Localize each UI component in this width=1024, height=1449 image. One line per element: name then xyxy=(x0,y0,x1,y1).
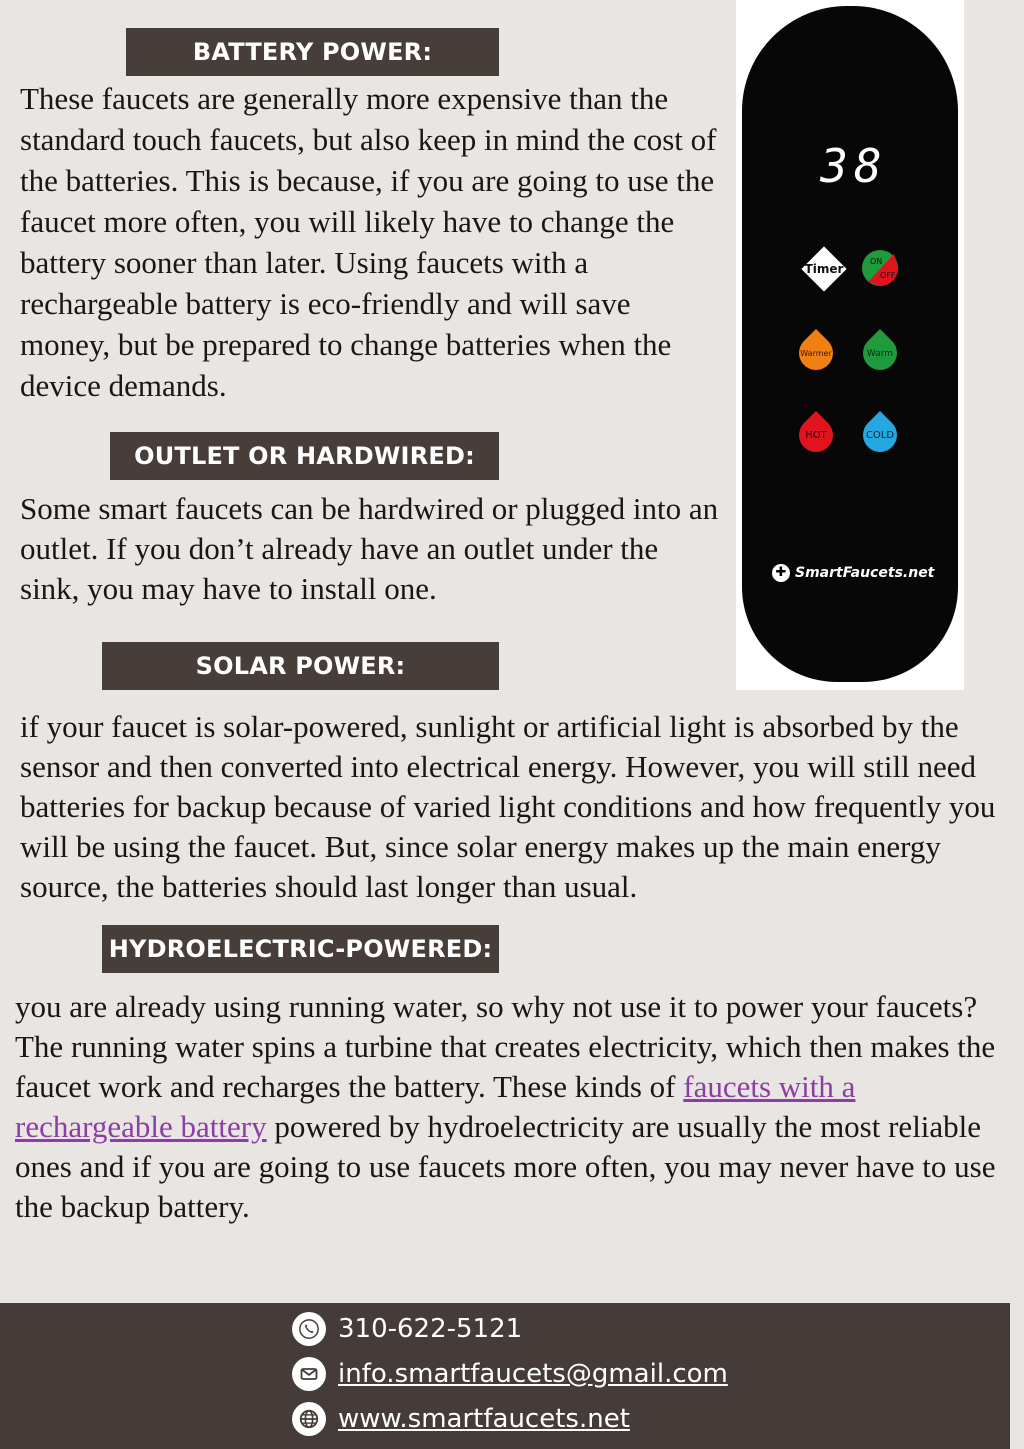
temperature-display: 38 xyxy=(820,139,888,193)
email-link[interactable]: info.smartfaucets@gmail.com xyxy=(338,1359,728,1389)
battery-power-heading: BATTERY POWER: xyxy=(126,28,499,76)
globe-icon xyxy=(292,1402,326,1436)
warmer-label: Warmer xyxy=(800,349,832,358)
hot-label: HOT xyxy=(805,430,827,441)
solar-power-text: if your faucet is solar-powered, sunlight or artificial light is absorbed by the sensor and then converted into electrical energy. However, you will still need batteries for backup because of varied light conditions and how frequently you will be using the faucet. But, since solar energy makes up the main energy source, the batteries should last longer than usual. xyxy=(20,709,996,904)
outlet-hardwired-heading: OUTLET OR HARDWIRED: xyxy=(110,432,499,480)
hydroelectric-text-start: you are already using running water, so why not use it to power your faucets? The running water spins a turbine that creates electricity, which then makes the faucet work and recharges the battery. These kinds of xyxy=(15,989,996,1104)
faucet-logo-icon: ✚ xyxy=(772,564,790,582)
outlet-hardwired-text: Some smart faucets can be hardwired or plugged into an outlet. If you don’t already have an outlet under the sink, you may have to install one. xyxy=(20,491,719,606)
website-link[interactable]: www.smartfaucets.net xyxy=(338,1404,630,1434)
hydroelectric-text-end: powered by hydroelectricity are usually the most reliable ones and if you are going to use faucets more often, you may never have to use the backup battery. xyxy=(15,1109,996,1224)
warm-label: Warm xyxy=(866,349,894,359)
on-label: ON xyxy=(870,257,883,266)
mail-icon xyxy=(292,1357,326,1391)
cold-label: COLD xyxy=(865,430,895,441)
email-row xyxy=(292,1356,728,1392)
contact-footer xyxy=(0,1303,1010,1449)
battery-power-text: These faucets are generally more expensive than the standard touch faucets, but also keep in mind the cost of the batteries. This is because, if you are going to use the faucet more often, you will likely have to change the battery sooner than later. Using faucets with a rechargeable battery is eco-friendly and will save money, but be prepared to change batteries when the device demands. xyxy=(20,81,717,403)
on-off-button xyxy=(860,248,900,288)
phone-number: 310-622-5121 xyxy=(338,1314,523,1344)
remote-brand xyxy=(772,561,942,585)
rechargeable-battery-link[interactable]: faucets with a rechargeable battery xyxy=(15,1069,856,1144)
timer-label: Timer xyxy=(804,262,844,276)
remote-brand-text: SmartFaucets.net xyxy=(795,565,935,581)
phone-row xyxy=(292,1311,522,1347)
remote-control-image xyxy=(736,0,964,690)
website-row xyxy=(292,1401,630,1437)
remote-body xyxy=(742,6,958,682)
phone-icon xyxy=(292,1312,326,1346)
off-label: OFF xyxy=(880,271,896,280)
hydroelectric-text xyxy=(15,987,1005,1227)
hydroelectric-heading: HYDROELECTRIC-POWERED: xyxy=(102,925,499,973)
solar-power-heading: SOLAR POWER: xyxy=(102,642,499,690)
